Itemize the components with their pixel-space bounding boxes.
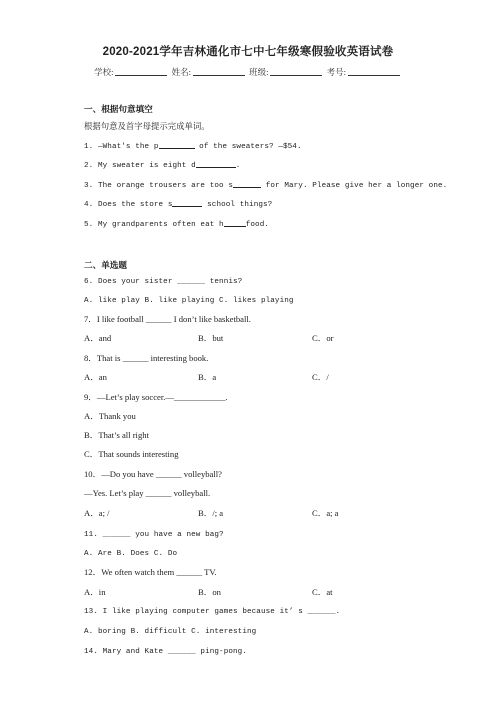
question-13-options[interactable]: A. boring B. difficult C. interesting (84, 628, 257, 636)
option-b[interactable]: B．a (198, 372, 217, 382)
class-field[interactable] (270, 67, 322, 76)
question-5: 5. My grandparents often eat h food. (84, 218, 269, 231)
option-a[interactable]: A．in (84, 587, 106, 597)
question-11: 11. ______ you have a new bag? (84, 531, 224, 539)
exam-number-field[interactable] (348, 67, 400, 76)
question-13: 13. I like playing computer games because it’ s ______. (84, 608, 341, 616)
question-9: 9．—Let’s play soccer.—____________. (84, 392, 228, 402)
question-11-options[interactable]: A. Are B. Does C. Do (84, 550, 178, 558)
option-b[interactable]: B．/; a (198, 508, 224, 518)
section-1-instruction: 根据句意及首字母提示完成单词。 (84, 121, 210, 131)
option-a[interactable]: A．a; / (84, 508, 110, 518)
question-6: 6. Does your sister ______ tennis? (84, 278, 243, 286)
question-8: 8．That is ______ interesting book. (84, 353, 209, 363)
question-9-option-b[interactable]: B．That’s all right (84, 430, 149, 440)
option-c[interactable]: C．/ (312, 372, 329, 382)
question-4: 4. Does the store s school things? (84, 198, 272, 211)
answer-blank-1[interactable] (159, 140, 195, 149)
section-1-heading: 一、根据句意填空 (84, 104, 153, 114)
option-a[interactable]: A．and (84, 333, 112, 343)
question-10-options (84, 508, 414, 519)
option-c[interactable]: C．at (312, 587, 333, 597)
question-3: 3. The orange trousers are too s for Mary. Please give her a longer one. (84, 179, 447, 192)
name-field[interactable] (193, 67, 245, 76)
option-c[interactable]: C．a; a (312, 508, 339, 518)
answer-blank-3[interactable] (233, 179, 261, 188)
question-2: 2. My sweater is eight d . (84, 159, 240, 172)
school-field[interactable] (115, 67, 167, 76)
option-a[interactable]: A．an (84, 372, 107, 382)
class-label: 班级: (249, 67, 269, 77)
student-info-row (0, 66, 496, 78)
question-14: 14. Mary and Kate ______ ping-pong. (84, 648, 247, 656)
question-7-options (84, 333, 414, 344)
answer-blank-5[interactable] (224, 218, 246, 227)
question-1: 1. —What's the p of the sweaters? —$54. (84, 140, 302, 153)
school-label: 学校: (94, 67, 114, 77)
answer-blank-2[interactable] (196, 159, 236, 168)
exam-number-label: 考号: (326, 67, 346, 77)
option-b[interactable]: B．but (198, 333, 224, 343)
question-10: 10．—Do you have ______ volleyball? (84, 469, 222, 479)
question-9-option-c[interactable]: C．That sounds interesting (84, 449, 179, 459)
question-7: 7．I like football ______ I don’t like basketball. (84, 314, 251, 324)
option-b[interactable]: B．on (198, 587, 221, 597)
option-c[interactable]: C．or (312, 333, 334, 343)
section-2-heading: 二、单选题 (84, 260, 127, 270)
question-12: 12．We often watch them ______ TV. (84, 567, 217, 577)
name-label: 姓名: (171, 67, 191, 77)
question-8-options (84, 372, 414, 383)
question-10-reply: —Yes. Let’s play ______ volleyball. (84, 488, 211, 498)
exam-title: 2020-2021学年吉林通化市七中七年级寒假验收英语试卷 (102, 46, 394, 58)
question-12-options (84, 587, 414, 598)
answer-blank-4[interactable] (172, 198, 202, 207)
question-6-options[interactable]: A. like play B. like playing C. likes playing (84, 297, 294, 305)
question-9-option-a[interactable]: A．Thank you (84, 411, 136, 421)
